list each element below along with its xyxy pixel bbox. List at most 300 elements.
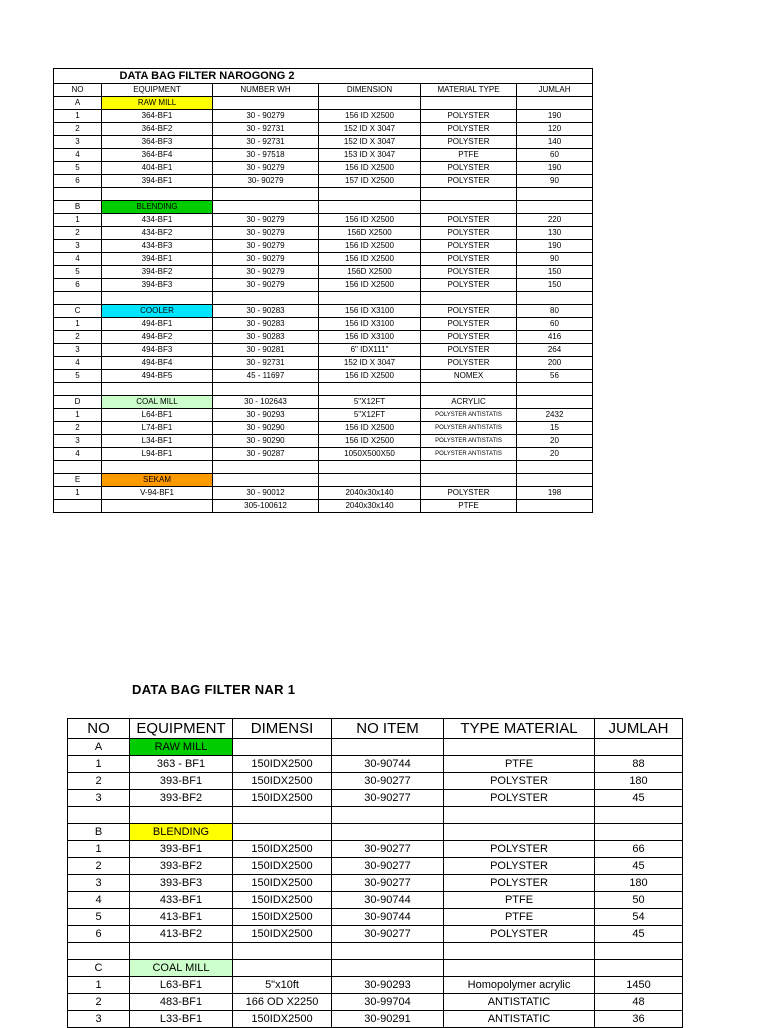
table-row [54,435,593,448]
table-cell [213,188,319,201]
table-cell: POLYSTER [444,875,595,892]
table-cell: 166 OD X2250 [233,994,332,1011]
table-cell [595,960,683,977]
table-row [68,807,683,824]
table-cell [517,383,593,396]
table-cell: 5 [68,909,130,926]
table-cell: 364-BF4 [102,149,213,162]
table-cell: 494-BF2 [102,331,213,344]
table-cell: 48 [595,994,683,1011]
table-cell [54,461,102,474]
table-cell: ACRYLIC [421,396,517,409]
table-cell [517,461,593,474]
table-cell: 305-100612 [213,500,319,513]
section-row [54,201,593,214]
table-row [54,227,593,240]
table-cell: 4 [68,892,130,909]
table-cell [517,500,593,513]
table-cell [517,97,593,110]
table-cell: B [68,824,130,841]
table-cell: 30-90277 [332,858,444,875]
table-cell: 60 [517,149,593,162]
table-cell: 30 - 90279 [213,110,319,123]
table-cell: POLYSTER ANTISTATIS [421,409,517,422]
table-cell: 150IDX2500 [233,790,332,807]
header-material-type: MATERIAL TYPE [421,84,517,97]
table-cell: POLYSTER [421,318,517,331]
table-cell: 150IDX2500 [233,875,332,892]
table-cell: 364-BF2 [102,123,213,136]
table-row [54,240,593,253]
table-cell: 1 [68,977,130,994]
table-cell: POLYSTER [444,790,595,807]
table-cell [332,960,444,977]
table-cell: 156 ID X3100 [319,305,421,318]
table-cell [233,824,332,841]
table-cell [332,824,444,841]
table-cell: 150IDX2500 [233,773,332,790]
table-cell: 30 - 102643 [213,396,319,409]
table-cell: 3 [68,790,130,807]
header-equipment: EQUIPMENT [130,719,233,739]
table-cell: 6 [68,926,130,943]
header-no: NO [54,84,102,97]
table-cell [68,943,130,960]
table-row [54,409,593,422]
table-cell: 434-BF1 [102,214,213,227]
table-cell [54,383,102,396]
table-cell: 494-BF4 [102,357,213,370]
table-cell: 4 [54,357,102,370]
table-row [54,162,593,175]
table-cell: 190 [517,240,593,253]
table-row [54,318,593,331]
table-cell: 156 ID X3100 [319,331,421,344]
table-cell: 30 - 90293 [213,409,319,422]
table-cell [213,461,319,474]
table-cell: 30 - 92731 [213,123,319,136]
table-title-row [54,69,593,84]
section-row [68,960,683,977]
table-cell: POLYSTER ANTISTATIS [421,422,517,435]
table-cell: POLYSTER [421,110,517,123]
table-cell: 30-90277 [332,790,444,807]
table-cell: 30-90277 [332,773,444,790]
narogong-2-table [53,68,593,513]
table-cell: 393-BF2 [130,790,233,807]
table-cell: 190 [517,162,593,175]
table-cell [233,943,332,960]
table-cell: 30 - 97518 [213,149,319,162]
table-cell: PTFE [421,149,517,162]
table-row [54,149,593,162]
table-cell: 1 [54,110,102,123]
table-cell [102,461,213,474]
header-number-wh: NUMBER WH [213,84,319,97]
table-cell: POLYSTER [421,123,517,136]
table-cell [319,474,421,487]
table-cell: 156 ID X2500 [319,162,421,175]
table-row [54,461,593,474]
header-dimensi: DIMENSI [233,719,332,739]
table-cell: 393-BF1 [130,841,233,858]
table-cell: 60 [517,318,593,331]
table-cell: 2 [68,858,130,875]
table-cell: 5"X12FT [319,409,421,422]
table-cell: A [68,739,130,756]
table-cell [444,943,595,960]
table-cell: PTFE [444,756,595,773]
table-cell: POLYSTER [421,240,517,253]
table-cell: 150IDX2500 [233,858,332,875]
table-cell: 150 [517,266,593,279]
table-cell: 30 - 90279 [213,266,319,279]
table-cell: 3 [54,240,102,253]
table-cell: 5"X12FT [319,396,421,409]
table-cell: 6 [54,279,102,292]
header-jumlah: JUMLAH [595,719,683,739]
table-cell: 2 [54,227,102,240]
header-jumlah: JUMLAH [517,84,593,97]
table-cell: 156 ID X2500 [319,110,421,123]
table-cell: POLYSTER [421,487,517,500]
table-cell: 30 - 90290 [213,435,319,448]
table-cell: A [54,97,102,110]
table-cell: 50 [595,892,683,909]
table-cell: PTFE [444,892,595,909]
table-cell: 3 [68,875,130,892]
table-cell [444,824,595,841]
table-cell: 364-BF3 [102,136,213,149]
table-cell: POLYSTER [421,305,517,318]
table-row [54,357,593,370]
header-type-material: TYPE MATERIAL [444,719,595,739]
table-cell: 6" IDX111" [319,344,421,357]
table-cell: 45 - 11697 [213,370,319,383]
section-row [68,739,683,756]
table-cell: 364-BF1 [102,110,213,123]
table-cell: 393-BF3 [130,875,233,892]
table-cell [421,461,517,474]
table-cell: 2040x30x140 [319,487,421,500]
section-row [54,97,593,110]
table-row [68,994,683,1011]
table-cell: NOMEX [421,370,517,383]
section-label: COAL MILL [130,960,233,977]
table-cell: 1 [68,841,130,858]
table-cell: 30 - 92731 [213,136,319,149]
table-cell: 156 ID X2500 [319,435,421,448]
table-cell: POLYSTER [421,253,517,266]
table-row [54,110,593,123]
table-row [54,383,593,396]
table-row [68,773,683,790]
table-cell: 30 - 90279 [213,214,319,227]
table-cell: D [54,396,102,409]
table-cell: 54 [595,909,683,926]
table-cell: 30-90293 [332,977,444,994]
table-cell: 20 [517,448,593,461]
table-cell: 66 [595,841,683,858]
table-cell: 30 - 90012 [213,487,319,500]
table-cell [517,474,593,487]
table-cell: 2 [54,422,102,435]
table-cell: 30-99704 [332,994,444,1011]
table-cell: 6 [54,175,102,188]
table-cell [102,383,213,396]
table-cell: 15 [517,422,593,435]
table-cell: 150 [517,279,593,292]
nar1-title: DATA BAG FILTER NAR 1 [132,682,296,697]
table-cell [332,943,444,960]
section-row [54,474,593,487]
table-cell [54,292,102,305]
table-cell: 394-BF1 [102,175,213,188]
table-cell [233,960,332,977]
table-cell: 3 [54,435,102,448]
table-cell: 433-BF1 [130,892,233,909]
table-cell: V-94-BF1 [102,487,213,500]
table-cell: 156 ID X3100 [319,318,421,331]
table-cell: 36 [595,1011,683,1028]
table-cell: 363 - BF1 [130,756,233,773]
table-row [54,487,593,500]
table-cell: 30 - 90283 [213,318,319,331]
table-row [68,790,683,807]
table-cell: 5"x10ft [233,977,332,994]
table-row [54,214,593,227]
table-cell: 434-BF3 [102,240,213,253]
table-cell: 1 [54,487,102,500]
table-cell: 3 [68,1011,130,1028]
table-cell [421,383,517,396]
table-cell: 180 [595,773,683,790]
table-cell: 150IDX2500 [233,841,332,858]
table-cell: L94-BF1 [102,448,213,461]
table-cell: POLYSTER [421,214,517,227]
table-cell: 140 [517,136,593,149]
table-cell [421,292,517,305]
table-cell: 413-BF2 [130,926,233,943]
table-cell: 30-90277 [332,841,444,858]
table-cell: 1450 [595,977,683,994]
table-cell: 156 ID X2500 [319,240,421,253]
table-cell [213,292,319,305]
header-equipment: EQUIPMENT [102,84,213,97]
table-cell: 152 ID X 3047 [319,357,421,370]
table-cell: POLYSTER [444,841,595,858]
table-cell: 150IDX2500 [233,1011,332,1028]
table-cell: 156D X2500 [319,266,421,279]
table-cell: 1 [54,409,102,422]
table-cell [319,97,421,110]
table-cell [517,292,593,305]
table-cell: 2 [68,773,130,790]
section-label: BLENDING [102,201,213,214]
table-cell: 2 [68,994,130,1011]
table-cell: 483-BF1 [130,994,233,1011]
table-cell: L64-BF1 [102,409,213,422]
table-cell [233,739,332,756]
table-cell: 1 [68,756,130,773]
table-cell: ANTISTATIC [444,994,595,1011]
table-cell [595,739,683,756]
header-dimension: DIMENSION [319,84,421,97]
table-cell: 180 [595,875,683,892]
table-cell [233,807,332,824]
table-cell: 394-BF1 [102,253,213,266]
table-cell [444,960,595,977]
table-cell: POLYSTER [444,926,595,943]
table-cell: 404-BF1 [102,162,213,175]
table-row [68,926,683,943]
table-cell: 2040x30x140 [319,500,421,513]
table-cell: POLYSTER ANTISTATIS [421,448,517,461]
section-row [68,824,683,841]
table-row [54,123,593,136]
table-title: DATA BAG FILTER NAROGONG 2 [102,69,421,84]
table-cell [595,824,683,841]
table-cell: 5 [54,266,102,279]
table-cell: 4 [54,448,102,461]
table-cell: 88 [595,756,683,773]
table-row [68,943,683,960]
table-cell: POLYSTER [421,331,517,344]
table-row [54,175,593,188]
table-cell: 1 [54,214,102,227]
table-cell [130,943,233,960]
table-cell: 45 [595,858,683,875]
table-cell: 5 [54,370,102,383]
table-cell: 394-BF2 [102,266,213,279]
table-cell: POLYSTER [421,357,517,370]
table-cell: 190 [517,110,593,123]
table-cell: 434-BF2 [102,227,213,240]
table-cell: POLYSTER [421,175,517,188]
table-cell: C [68,960,130,977]
table-cell: 90 [517,253,593,266]
table-cell: 130 [517,227,593,240]
table-cell: 30 - 90287 [213,448,319,461]
table-cell [421,97,517,110]
table-cell: 45 [595,926,683,943]
table-cell: 152 ID X 3047 [319,123,421,136]
section-label: RAW MILL [130,739,233,756]
table-cell: 30-90744 [332,909,444,926]
table-cell: 156 ID X2500 [319,214,421,227]
table-cell [68,807,130,824]
table-cell: Homopolymer acrylic [444,977,595,994]
table-cell [595,943,683,960]
table-row [54,422,593,435]
table-cell [421,201,517,214]
table-header-row [54,84,593,97]
header-no-item: NO ITEM [332,719,444,739]
table-cell: POLYSTER [421,227,517,240]
table-cell: 494-BF3 [102,344,213,357]
table-cell [517,188,593,201]
table-cell: 30-90291 [332,1011,444,1028]
table-cell [319,188,421,201]
table-row [54,266,593,279]
table-row [68,977,683,994]
table-cell: 3 [54,344,102,357]
table-row [54,279,593,292]
table-row [54,344,593,357]
table-row [68,756,683,773]
table-cell [421,188,517,201]
table-cell [213,97,319,110]
table-cell: 1050X500X50 [319,448,421,461]
table-cell: 30-90744 [332,756,444,773]
table-cell: 157 ID X2500 [319,175,421,188]
table-row [68,841,683,858]
table-cell: 30 - 90279 [213,279,319,292]
table-cell [332,739,444,756]
table-cell: B [54,201,102,214]
table-cell: 30-90744 [332,892,444,909]
section-label: SEKAM [102,474,213,487]
table-cell: 30-90277 [332,926,444,943]
table-cell: POLYSTER [421,266,517,279]
table-cell: 30 - 90290 [213,422,319,435]
table-cell: L34-BF1 [102,435,213,448]
table-cell: 150IDX2500 [233,756,332,773]
table-cell: 152 ID X 3047 [319,136,421,149]
table-cell [54,188,102,201]
table-cell [421,474,517,487]
table-cell [54,500,102,513]
table-cell: 220 [517,214,593,227]
table-cell: POLYSTER [444,858,595,875]
section-label: BLENDING [130,824,233,841]
table-cell [213,474,319,487]
table-cell: 264 [517,344,593,357]
table-cell: 416 [517,331,593,344]
table-cell: 394-BF3 [102,279,213,292]
table-cell: 150IDX2500 [233,926,332,943]
table-cell [444,807,595,824]
table-row [68,909,683,926]
table-cell: 30 - 90279 [213,253,319,266]
table-cell: 30 - 90283 [213,331,319,344]
table-cell [102,500,213,513]
table-row [68,892,683,909]
table-cell: 56 [517,370,593,383]
table-cell: 80 [517,305,593,318]
table-cell: PTFE [444,909,595,926]
table-cell [102,188,213,201]
section-row [54,396,593,409]
table-cell: 150IDX2500 [233,909,332,926]
table-cell: C [54,305,102,318]
table-cell: POLYSTER [421,279,517,292]
table-cell: 156 ID X2500 [319,279,421,292]
table-cell [332,807,444,824]
table-cell [102,292,213,305]
table-cell: PTFE [421,500,517,513]
table-row [68,875,683,892]
table-cell: 1 [54,318,102,331]
table-cell [517,201,593,214]
table-cell: 494-BF5 [102,370,213,383]
table-cell: 494-BF1 [102,318,213,331]
table-row [68,1011,683,1028]
table-cell: 156 ID X2500 [319,422,421,435]
table-cell: 2 [54,331,102,344]
table-cell: POLYSTER [444,773,595,790]
table-cell: POLYSTER [421,136,517,149]
